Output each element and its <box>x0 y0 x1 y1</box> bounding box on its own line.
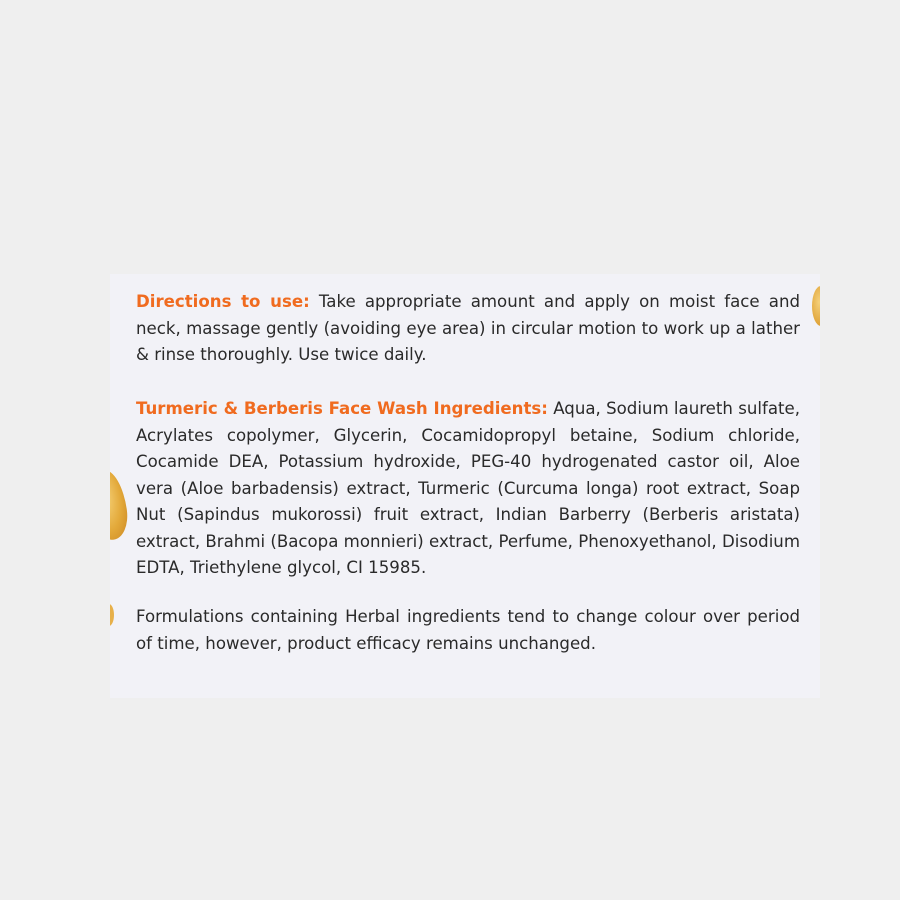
formulation-note <box>136 604 800 657</box>
ingredients-paragraph <box>136 396 800 582</box>
directions-text: Take appropriate amount and apply on moist face and neck, massage gently (avoiding eye area) in circular motion to work up a lather & rinse thoroughly. Use twice daily. <box>136 292 800 364</box>
ingredients-text: Aqua, Sodium laureth sulfate, Acrylates copolymer, Glycerin, Cocamidopropyl betaine, Sodium chloride, Cocamide DEA, Potassium hydroxide, PEG-40 hydrogenated castor oil, Aloe vera (Aloe barbadensis) extract, Turmeric (Curcuma longa) root extract, Soap Nut (Sapindus mukorossi) fruit extract, Indian Barberry (Berberis aristata) extract, Brahmi (Bacopa monnieri) extract, Perfume, Phenoxyethanol, Disodium EDTA, Triethylene glycol, CI 15985. <box>136 399 801 577</box>
directions-paragraph <box>136 289 800 369</box>
turmeric-leaf-illustration-small <box>110 604 114 626</box>
product-label-card <box>110 274 820 698</box>
ingredients-heading: Turmeric & Berberis Face Wash Ingredients: <box>136 399 548 418</box>
formulation-note-text: Formulations containing Herbal ingredients tend to change colour over period of time, however, product efficacy remains unchanged. <box>136 607 800 653</box>
turmeric-leaf-illustration <box>110 468 131 542</box>
directions-heading: Directions to use: <box>136 292 310 311</box>
turmeric-leaf-illustration-right <box>812 286 820 326</box>
